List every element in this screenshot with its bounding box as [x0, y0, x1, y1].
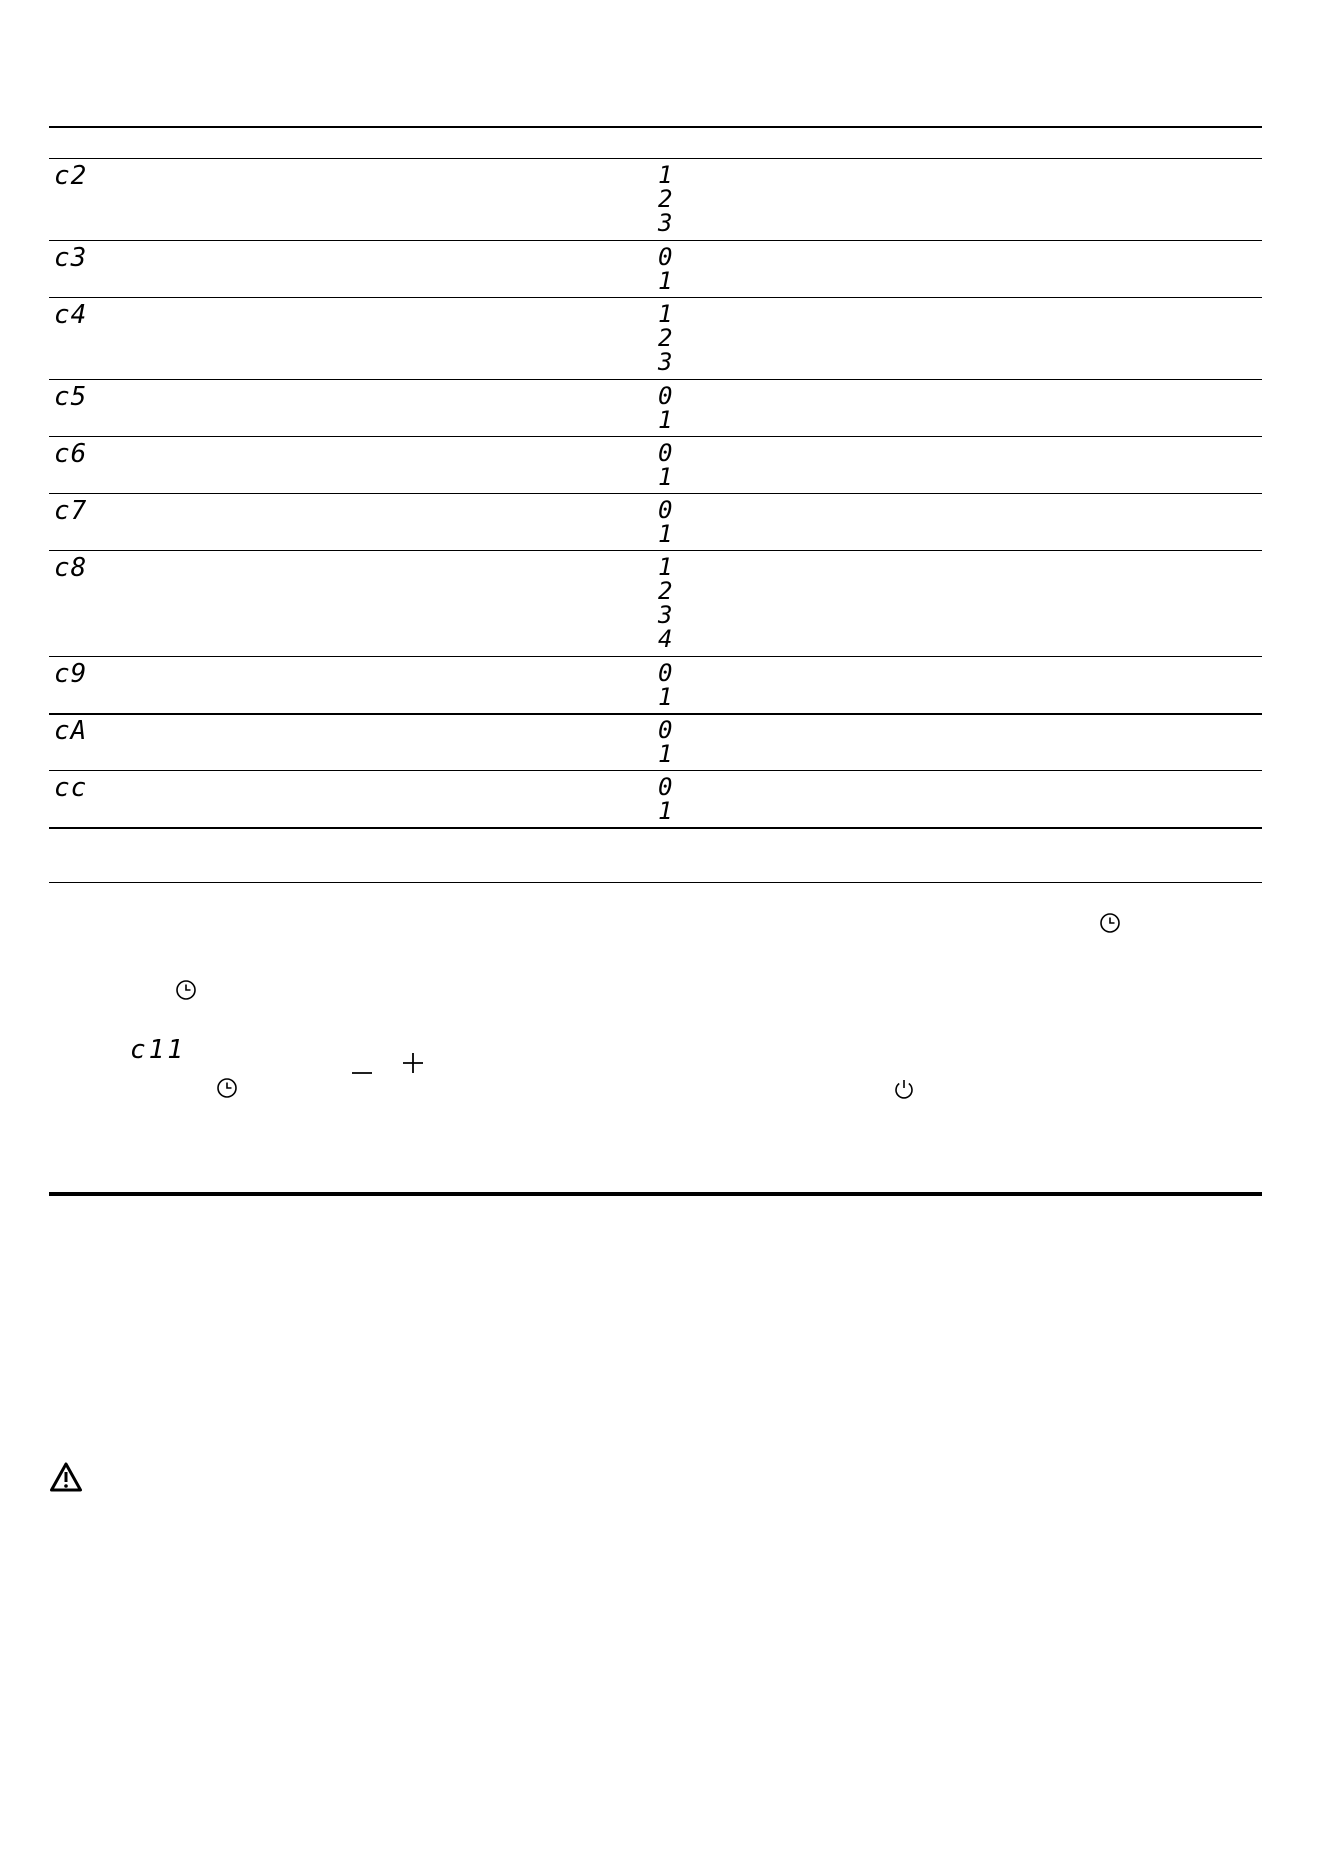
setting-value: 3 [658, 601, 673, 629]
setting-value: 0 [658, 243, 673, 271]
setting-value: 1 [658, 797, 673, 825]
setting-code: c2 [54, 161, 88, 191]
setting-value: 1 [658, 300, 673, 328]
row-divider [49, 493, 1262, 494]
setting-code: c5 [54, 382, 88, 412]
section-rule [49, 1192, 1262, 1196]
setting-value: 3 [658, 209, 673, 237]
setting-code: cA [54, 716, 88, 746]
row-divider [49, 436, 1262, 437]
plus-icon [401, 1051, 425, 1075]
row-divider [49, 297, 1262, 298]
row-divider [49, 713, 1262, 715]
setting-code: c4 [54, 300, 88, 330]
setting-value: 1 [658, 406, 673, 434]
setting-value: 0 [658, 659, 673, 687]
clock-icon [216, 1077, 238, 1099]
setting-value: 1 [658, 463, 673, 491]
row-divider [49, 550, 1262, 551]
setting-value: 0 [658, 716, 673, 744]
setting-code: c6 [54, 439, 88, 469]
note-rule [49, 882, 1262, 883]
setting-value: 1 [658, 553, 673, 581]
setting-value: 3 [658, 348, 673, 376]
row-divider [49, 770, 1262, 771]
setting-value: 0 [658, 439, 673, 467]
warning-triangle-icon [49, 1461, 83, 1493]
table-header-rule [49, 158, 1262, 159]
setting-value: 2 [658, 324, 673, 352]
setting-value: 1 [658, 683, 673, 711]
display-code: c11 [130, 1035, 186, 1065]
setting-value: 1 [658, 520, 673, 548]
row-divider [49, 379, 1262, 380]
setting-value: 0 [658, 773, 673, 801]
table-bottom-rule [49, 827, 1262, 829]
setting-value: 2 [658, 185, 673, 213]
setting-value: 4 [658, 625, 673, 653]
row-divider [49, 656, 1262, 657]
setting-code: c8 [54, 553, 88, 583]
minus-icon [350, 1061, 374, 1085]
setting-code: cc [54, 773, 88, 803]
setting-value: 1 [658, 161, 673, 189]
setting-value: 0 [658, 382, 673, 410]
clock-icon [1099, 912, 1121, 934]
power-icon [893, 1078, 915, 1100]
setting-value: 1 [658, 267, 673, 295]
setting-value: 1 [658, 740, 673, 768]
setting-value: 0 [658, 496, 673, 524]
setting-code: c3 [54, 243, 88, 273]
clock-icon [175, 979, 197, 1001]
setting-code: c9 [54, 659, 88, 689]
table-top-rule [49, 126, 1262, 128]
row-divider [49, 240, 1262, 241]
setting-code: c7 [54, 496, 88, 526]
setting-value: 2 [658, 577, 673, 605]
